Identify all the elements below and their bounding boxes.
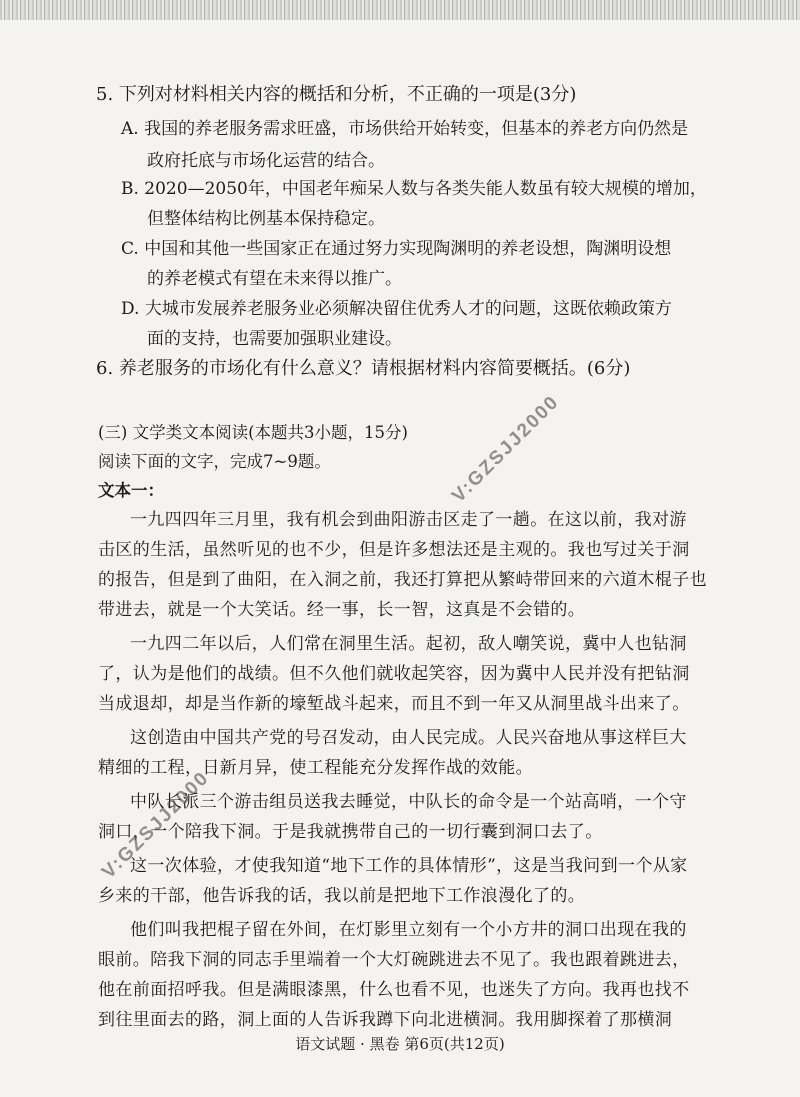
option-d-line2: 面的支持，也需要加强职业建设。 <box>147 329 402 349</box>
passage-line: 洞口，一个陪我下洞。于是我就携带自己的一切行囊到洞口去了。 <box>98 822 603 842</box>
page-footer: 语文试题 · 黑卷 第6页(共12页) <box>295 1035 505 1053</box>
section-3-heading: (三) 文学类文本阅读(本题共3小题，15分) <box>98 423 408 442</box>
passage-line: 到往里面去的路，洞上面的人告诉我蹲下向北进横洞。我用脚探着了那横洞 <box>98 1010 673 1030</box>
passage-line: 一九四四年三月里，我有机会到曲阳游击区走了一趟。在这以前，我对游 <box>130 510 687 530</box>
watermark: V:GZSJJ2000 <box>448 391 564 507</box>
passage-line: 他们叫我把棍子留在外间，在灯影里立刻有一个小方井的洞口出现在我的 <box>130 920 687 940</box>
passage-line: 精细的工程，日新月异，使工程能充分发挥作战的效能。 <box>98 758 533 778</box>
passage-line: 眼前。陪我下洞的同志手里端着一个大灯碗跳进去不见了。我也跟着跳进去， <box>98 950 690 970</box>
passage-line: 乡来的干部，他告诉我的话，我以前是把地下工作浪漫化了的。 <box>98 886 586 906</box>
section-3-instruction: 阅读下面的文字，完成7~9题。 <box>98 452 331 471</box>
option-d-line1: D. 大城市发展养老服务业必须解决留住优秀人才的问题，这既依赖政策方 <box>121 299 672 319</box>
option-b-line2: 但整体结构比例基本保持稳定。 <box>147 209 385 229</box>
passage-line: 的报告，但是到了曲阳，在入洞之前，我还打算把从繁峙带回来的六道木棍子也 <box>98 570 707 590</box>
passage-line: 了，认为是他们的战绩。但不久他们就收起笑容，因为冀中人民并没有把钻洞 <box>98 664 690 684</box>
option-c-line2: 的养老模式有望在未来得以推广。 <box>147 269 402 289</box>
question-6-stem: 6. 养老服务的市场化有什么意义？请根据材料内容简要概括。(6分) <box>96 358 631 379</box>
passage-line: 这一次体验，才使我知道“地下工作的具体情形”，这是当我问到一个从家 <box>130 856 688 876</box>
text-one-label: 文本一： <box>98 481 164 500</box>
question-5-stem: 5. 下列对材料相关内容的概括和分析，不正确的一项是(3分) <box>96 84 577 105</box>
passage-line: 他在前面招呼我。但是满眼漆黑，什么也看不见，也迷失了方向。我再也找不 <box>98 980 690 1000</box>
passage-line: 当成退却，却是当作新的壕堑战斗起来，而且不到一年又从洞里战斗出来了。 <box>98 694 690 714</box>
option-a-line2: 政府托底与市场化运营的结合。 <box>147 151 385 171</box>
passage-line: 带进去，就是一个大笑话。经一事，长一智，这真是不会错的。 <box>98 600 586 620</box>
passage-line: 一九四二年以后，人们常在洞里生活。起初，敌人嘲笑说，冀中人也钻洞 <box>130 634 687 654</box>
passage-line: 击区的生活，虽然听见的也不少，但是许多想法还是主观的。我也写过关于洞 <box>98 540 690 560</box>
option-a-line1: A. 我国的养老服务需求旺盛，市场供给开始转变，但基本的养老方向仍然是 <box>121 119 689 139</box>
option-b-line1: B. 2020—2050年，中国老年痴呆人数与各类失能人数虽有较大规模的增加， <box>121 179 707 199</box>
passage-line: 中队长派三个游击组员送我去睡觉，中队长的命令是一个站高哨，一个守 <box>130 792 687 812</box>
watermark: V:GZSJJ2000 <box>98 767 214 883</box>
option-c-line1: C. 中国和其他一些国家正在通过努力实现陶渊明的养老设想，陶渊明设想 <box>121 239 672 259</box>
passage-line: 这创造由中国共产党的号召发动，由人民完成。人民兴奋地从事这样巨大 <box>130 728 687 748</box>
